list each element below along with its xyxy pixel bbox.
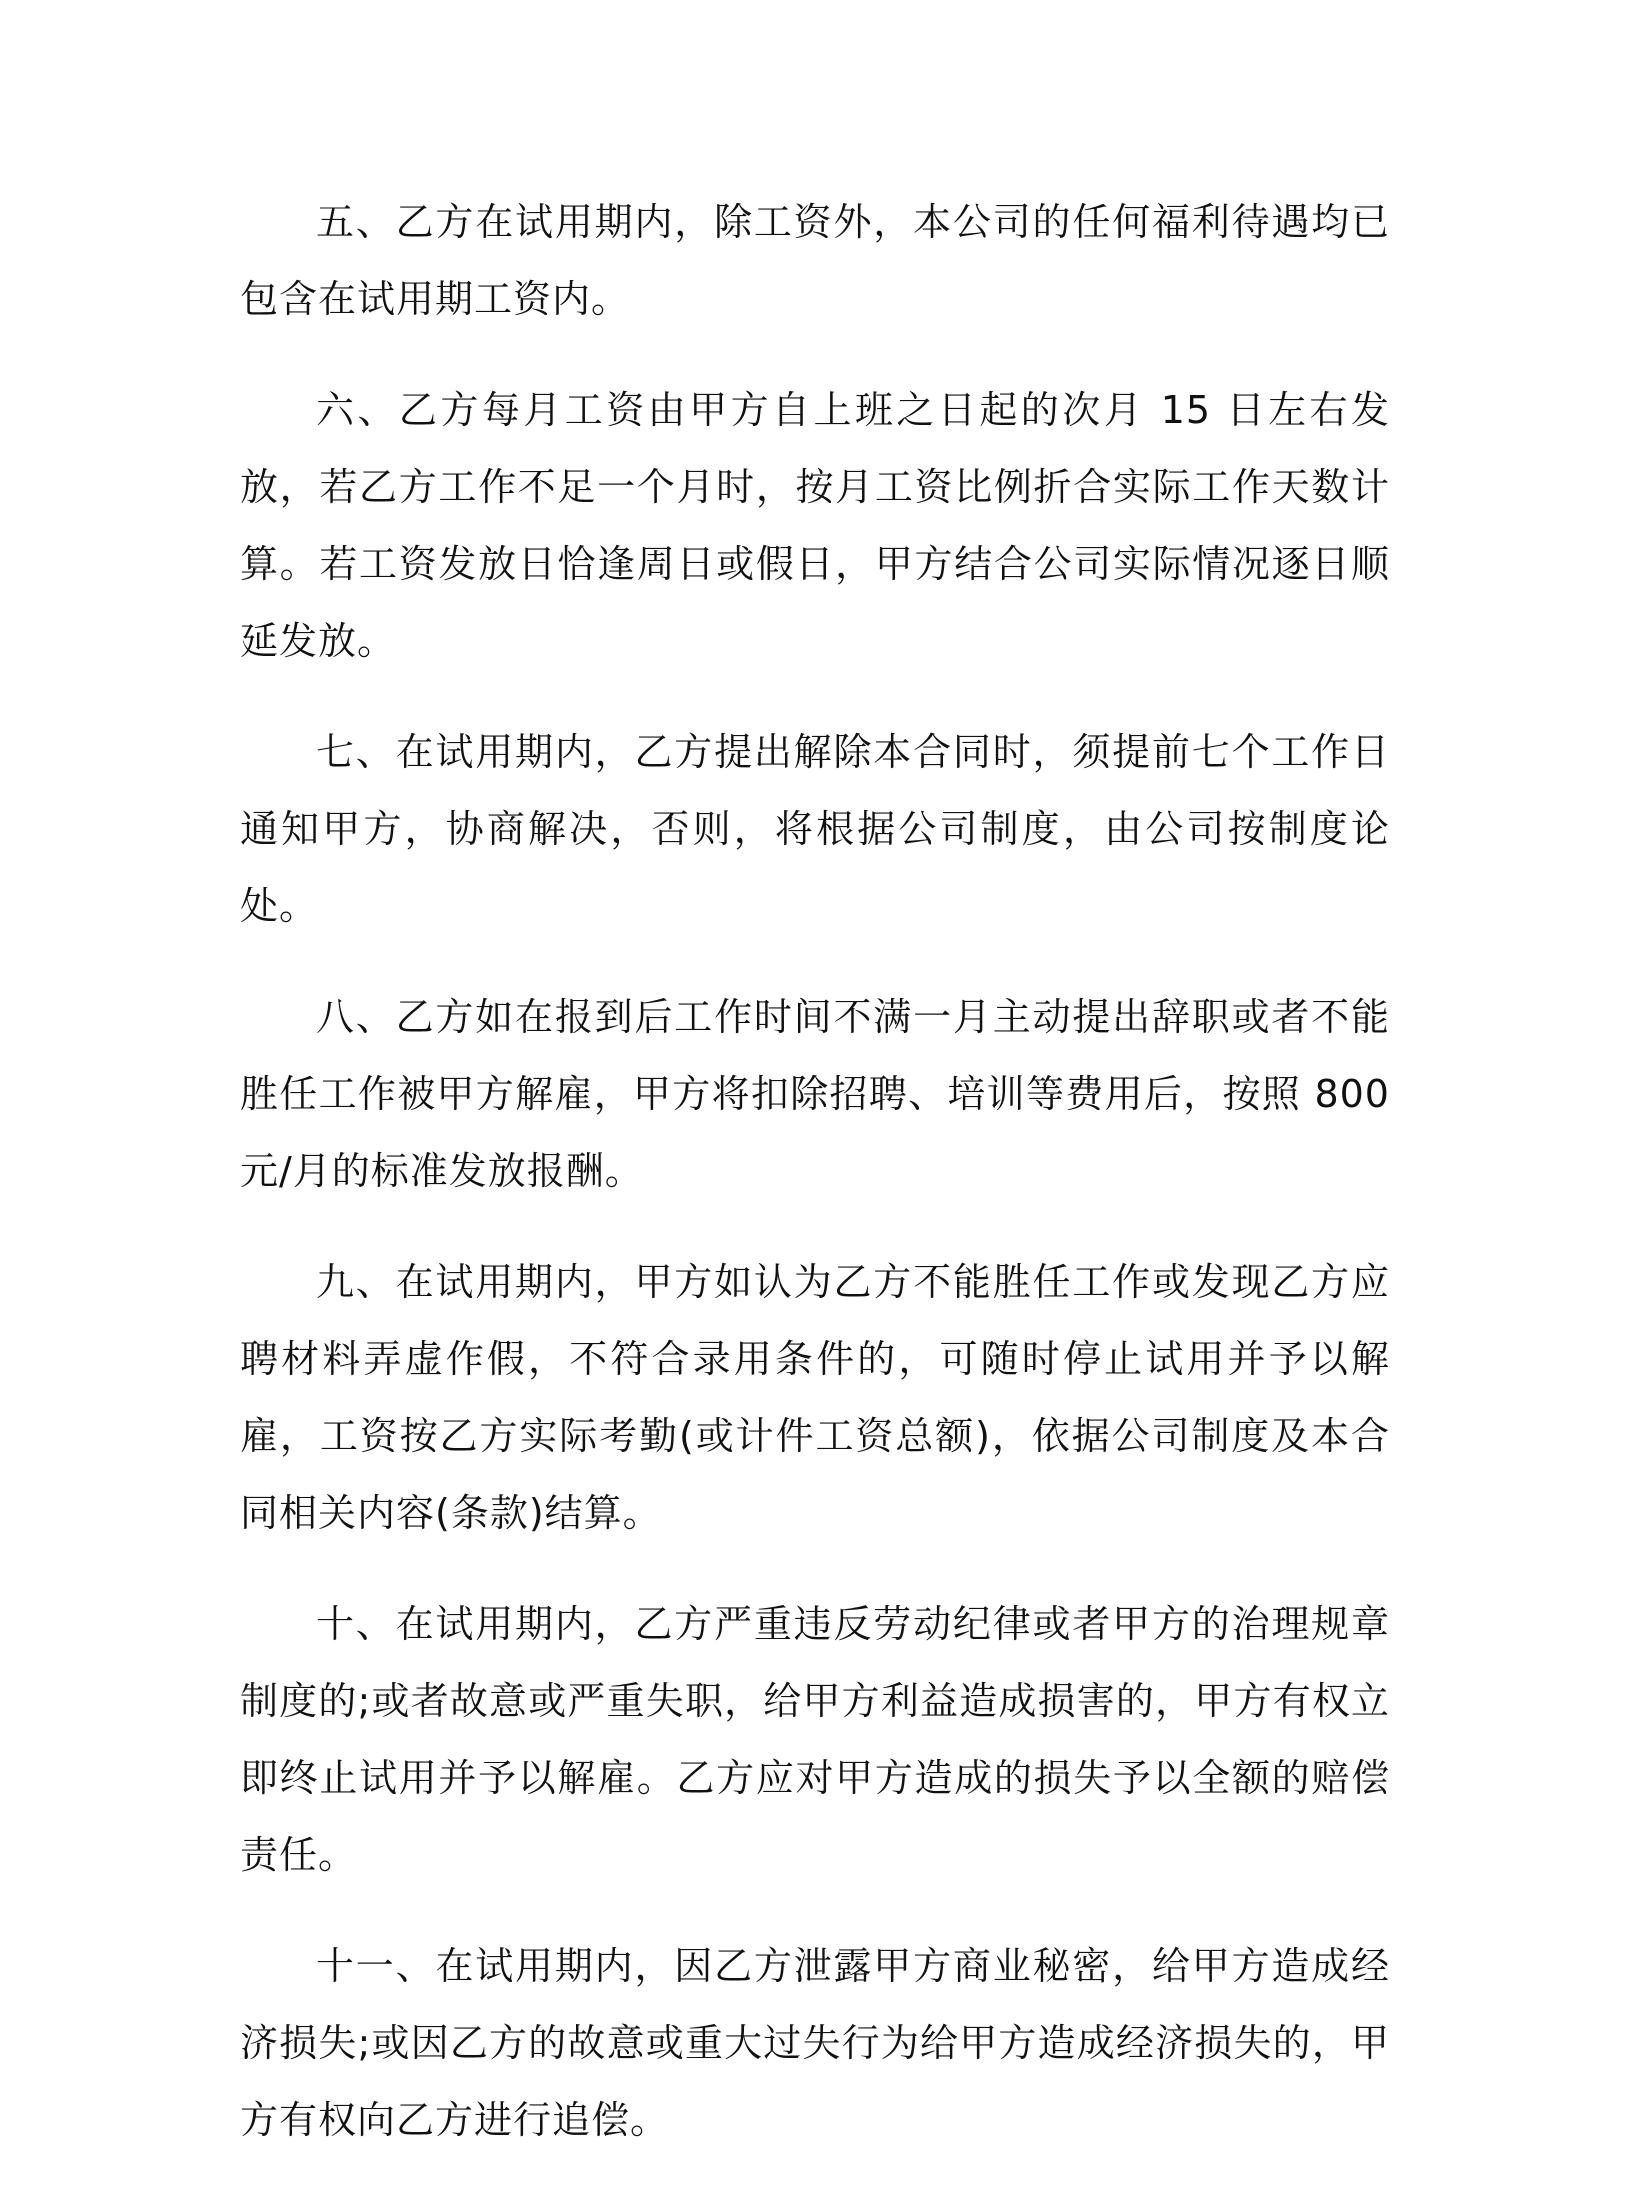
clause-10: 十、在试用期内，乙方严重违反劳动纪律或者甲方的治理规章制度的;或者故意或严重失职，给甲方利益造成损害的，甲方有权立即终止试用并予以解雇。乙方应对甲方造成的损失予以全额的赔偿责任。	[240, 1602, 1390, 1877]
clause-11: 十一、在试用期内，因乙方泄露甲方商业秘密，给甲方造成经济损失;或因乙方的故意或重大过失行为给甲方造成经济损失的，甲方有权向乙方进行追偿。	[240, 1944, 1390, 2142]
clause-6: 六、乙方每月工资由甲方自上班之日起的次月 15 日左右发放，若乙方工作不足一个月时，按月工资比例折合实际工作天数计算。若工资发放日恰逢周日或假日，甲方结合公司实际情况逐日顺延发放。	[240, 388, 1390, 663]
contract-body	[240, 184, 1390, 2193]
clause-5: 五、乙方在试用期内，除工资外，本公司的任何福利待遇均已包含在试用期工资内。	[240, 200, 1390, 321]
clause-8: 八、乙方如在报到后工作时间不满一月主动提出辞职或者不能胜任工作被甲方解雇，甲方将扣除招聘、培训等费用后，按照 800 元/月的标准发放报酬。	[240, 995, 1390, 1193]
clause-7: 七、在试用期内，乙方提出解除本合同时，须提前七个工作日通知甲方，协商解决，否则，将根据公司制度，由公司按制度论处。	[240, 730, 1390, 928]
clause-9: 九、在试用期内，甲方如认为乙方不能胜任工作或发现乙方应聘材料弄虚作假，不符合录用条件的，可随时停止试用并予以解雇，工资按乙方实际考勤(或计件工资总额)，依据公司制度及本合同相关内容(条款)结算。	[240, 1260, 1390, 1535]
